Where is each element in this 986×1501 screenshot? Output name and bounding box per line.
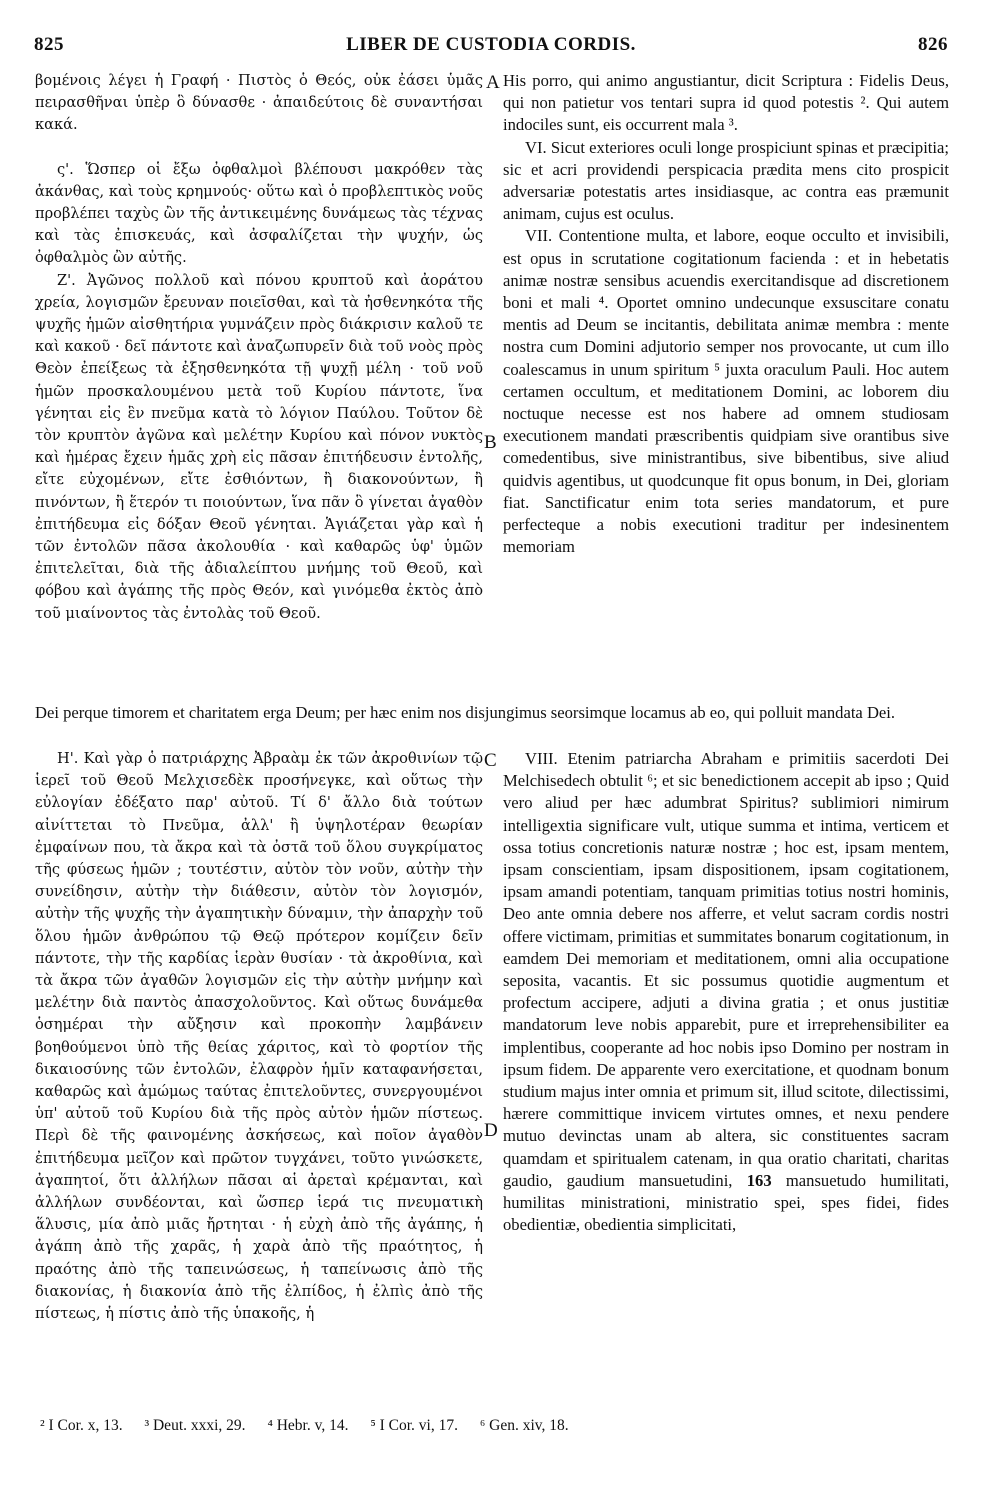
footnote: ⁴ Hebr. v, 14. <box>267 1417 349 1434</box>
greek-paragraph: Η'. Καὶ γὰρ ὁ πατριάρχης Ἀβραὰμ ἐκ τῶν ἀκροθινίων τῷ ἱερεῖ τοῦ Θεοῦ Μελχισεδὲκ προσήνεγκε, καὶ οὕτως τὴν εὐλογίαν ἐδέξατο παρ' αὐτοῦ. Τί δ' ἄλλο διὰ τούτων αἰνίττεται τὸ Πνεῦμα, ἀλλ' ἢ ὑψηλοτέραν θεωρίαν ἐμφαίνων που, τὰ ἄκρα καὶ τὰ ὀστᾶ τοῦ ὅλου συγκρίματος τῆς φύσεως ἡμῶν ; τουτέστιν, αὐτὸν τὸν νοῦν, αὐτὴν τὴν συνείδησιν, αὐτὴν τὴν διάθεσιν, αὐτὸν τὸν λογισμόν, αὐτὴν τῆς ψυχῆς τὴν ἀγαπητικὴν δύναμιν, τὴν ἀπαρχὴν τοῦ ὅλου ἡμῶν ἀνθρώπου τῷ Θεῷ πρότερον κομίζειν δεῖν πάντοτε, τὴν τῆς καρδίας ἱερὰν θυσίαν · τὰ ἀκροθίνια, καὶ τὰ ἄκρα τῶν ἀγαθῶν λογισμῶν εἰς τὴν αὐτὴν μνήμην καὶ μελέτην διὰ παντὸς ἀπασχολοῦντος. Καὶ οὕτως δυνάμεθα ὁσημέραι τὴν αὔξησιν καὶ προκοπὴν λαμβάνειν βοηθούμενοι ὑπὸ τῆς θείας χάριτος, καὶ τὸ φορτίον τῆς δικαιοσύνης τῶν ἐντολῶν, ἐλαφρὸν ἡμῖν καταφανήσεται, καθαρῶς καὶ ἀμώμως ταύτας ἐπιτελοῦντες, συνεργουμένοι ὑπ' αὐτοῦ τοῦ Κυρίου διὰ τῆς πρὸς αὐτὸν ἡμῶν πίστεως. Περὶ δὲ τῆς φαινομένης ἀσκήσεως, καὶ ποῖον ἀγαθὸν ἐπιτήδευμα μεῖζον καὶ πρῶτον τυγχάνει, τοῦτο γινώσκετε, ἀγαπητοί, ὅτι ἀλλήλων πᾶσαι αἱ ἀρεταὶ κρέμανται, καὶ ἀλλήλων συνδέονται, καὶ ὥσπερ ἱερά τις πνευματικὴ ἅλυσις, μία ἀπὸ μιᾶς ἤρτηται · ἡ εὐχὴ ἀπὸ τῆς ἀγάπης, ἡ ἀγάπη ἀπὸ τῆς χαρᾶς, ἡ χαρὰ ἀπὸ τῆς πραότητος, ἡ πραότης ἀπὸ τῆς ταπεινώσεως, ἡ ταπείνωσις ἀπὸ τῆς διακονίας, ἡ διακονία ἀπὸ τῆς ἐλπίδος, ἡ ἐλπὶς ἀπὸ τῆς πίστεως, ἡ πίστις ἀπὸ τῆς ὑπακοῆς, ἡ <box>35 750 483 1323</box>
footnote: ⁶ Gen. xiv, 18. <box>479 1417 569 1434</box>
running-header <box>34 34 948 58</box>
greek-column-1 <box>35 70 483 625</box>
latin-text-tail: mansuetudo humilitati, humilitas ministrationi, ministratio spei, spes fidei, fides obedientiæ, obedientia simplicitati, <box>503 1170 949 1235</box>
latin-paragraph <box>503 748 949 1236</box>
page-number-left: 825 <box>34 34 64 55</box>
latin-text: VIII. Etenim patriarcha Abraham e primitiis sacerdoti Dei Melchisedech obtulit ⁶; et sic benedictionem accepit ab ipso ; Quid vero aliud per hæc adumbrat Spiritus? sublimiori nimirum intelligextia significare vult, utique summa et intima, verticem et ossa totius concretionis naturæ nostræ ; hoc est, ipsam mentem, ipsam conscientiam, ipsam dispositionem, ipsam cogitationem, ipsam amandi potentiam, tanquam primitias totius nostri hominis, Deo ante omnia debere nos afferre, et velut sacram cordis nostri offere victimam, primitias et summitates bonarum cogitationum, in eamdem Dei memoriam et meditationem, omni alia occupatione seposita, vacantis. Et sic possumus quotidie augmentum et profectum accipere, adjuti a divina gratia ; et onus justitiæ mandatorum leve nobis apparebit, pure et irreprehensibiliter ea implentibus, cooperante ad hoc nobis ipso Domino per nostram in ipsum fidem. De apparente vero exercitatione, et quodnam bonum studium majus inter omnia et primum sit, illud scitote, dilectissimi, hærere committique invicem virtutes omnes, et nexu pendere mutuo devinctas unam ab altera, sic constituentes sacram quamdam et spiritualem catenam, in qua oratio charitati, charitas gaudio, gaudium mansuetudini, <box>503 749 949 1190</box>
greek-paragraph: ς'. Ὥσπερ οἱ ἔξω ὀφθαλμοὶ βλέπουσι μακρόθεν τὰς ἀκάνθας, καὶ τοὺς κρημνούς· οὕτω καὶ ὁ προβλεπτικὸς νοῦς προβλέπει ταχὺς ὢν τῆς ἀντικειμένης δυνάμεως τὰς τέχνας καὶ τὰς ἐπισκευάς, καὶ ἀσφαλίζεται τὴν ψυχήν, ὡς ὀφθαλμὸς ὢν αὐτῆς. <box>35 160 483 267</box>
footnote: ² I Cor. x, 13. <box>40 1417 123 1434</box>
greek-paragraph: βομένοις λέγει ἡ Γραφή · Πιστὸς ὁ Θεός, οὐκ ἐάσει ὑμᾶς πειρασθῆναι ὑπὲρ ὃ δύνασθε · ἀπαιδεύτοις δὲ συναντήσαι κακά. <box>35 72 483 134</box>
footnote: ⁵ I Cor. vi, 17. <box>370 1417 458 1434</box>
latin-paragraph: His porro, qui animo angustiantur, dicit Scriptura : Fidelis Deus, qui non patietur vos tentari supra id quod potestis ². Qui autem indociles sunt, eis occurrent mala ³. <box>503 71 949 135</box>
latin-paragraph: VII. Contentione multa, et labore, eoque occulto et invisibili, est opus in scrutatione cogitationum facienda : et in hebetatis animæ nostræ sensibus acuendis exercitandisque ad discretionem boni et mali ⁴. Oportet omnino undecunque exsuscitare conatu mentis ad Deum se incitantis, debilitata animæ membra : mente nostra cum Domini adjutorio semper nos provocante, ut cum illo coalescamus in unum spiritum ⁵ juxta oraculum Pauli. Hoc autem certamen occultum, et meditationem Domini, ac loborem diu noctuque necesse est nos habere ad omnem studiosam executionem mandati præscribentis quidpiam sive orantibus sive comedentibus, sive ministrantibus, sive bibentibus, sive aliud quidvis agentibus, ut quodcunque fit opus bonum, in Dei, gloriam fiat. Sanctificatur enim tota series mandatorum, et pure perfecteque a nobis executioni traditur per indesinentem memoriam <box>503 226 949 557</box>
latin-column-2 <box>503 748 949 1236</box>
margin-marker-b: B <box>484 432 497 453</box>
footnotes <box>40 1417 940 1435</box>
greek-column-2 <box>35 748 483 1325</box>
page-number-right: 826 <box>918 34 948 55</box>
greek-paragraph: Ζ'. Ἀγῶνος πολλοῦ καὶ πόνου κρυπτοῦ καὶ ἀοράτου χρεία, λογισμῶν ἔρευναν ποιεῖσθαι, καὶ τὰ ἠσθενηκότα τῆς ψυχῆς ἡμῶν αἰσθητήρια γυμνάζειν πρὸς διάκρισιν καλοῦ τε καὶ κακοῦ · δεῖ πάντοτε καὶ ἀναζωπυρεῖν διὰ τοῦ νοὸς πρὸς Θεὸν ἐπείξεως τὰ ἐξησθενηκότα τῇ ψυχῇ μέλη · τοῦ νοῦ ἡμῶν προσκαλουμένου μετὰ τοῦ Κυρίου πάντοτε, ἵνα γένηται εἰς ἓν πνεῦμα κατὰ τὸ λόγιον Παύλου. Τοῦτον δὲ τὸν κρυπτὸν ἀγῶνα καὶ μελέτην Κυρίου καὶ πόνον νυκτὸς καὶ ἡμέρας ἔχειν ἡμᾶς χρὴ εἰς πᾶσαν ἐπιτήδευσιν ἐντολῆς, εἴτε εὐχομένων, εἴτε ἐσθιόντων, ἢ διακονούντων, ἢ πινόντων, ἢ ἕτερόν τι ποιούντων, ἵνα πᾶν ὃ γίνεται ἀγαθὸν ἐπιτήδευμα εἰς δόξαν Θεοῦ γένηται. Ἁγιάζεται γὰρ καὶ ἡ τῶν ἐντολῶν πᾶσα ἀκολουθία · καὶ καθαρῶς ὑφ' ὑμῶν ἐπιτελεῖται, διὰ τῆς ἀδιαλείπτου μνήμης τοῦ Θεοῦ, καὶ φόβου καὶ ἀγάπης τῆς πρὸς Θεόν, καὶ γινόμεθα ἐκτὸς ἀπὸ τοῦ μιαίνοντος τὰς ἐντολὰς τοῦ Θεοῦ. <box>35 271 483 622</box>
full-width-line: Dei perque timorem et charitatem erga Deum; per hæc enim nos disjungimus seorsimque locamus ab eo, qui polluit mandata Dei. <box>35 703 896 722</box>
margin-marker-a: A <box>486 72 500 93</box>
running-title: LIBER DE CUSTODIA CORDIS. <box>346 34 636 55</box>
latin-column-1 <box>503 70 949 558</box>
margin-marker-d: D <box>484 1120 498 1141</box>
column-number: 163 <box>746 1170 772 1190</box>
margin-marker-c: C <box>484 750 497 771</box>
footnote: ³ Deut. xxxi, 29. <box>144 1417 246 1434</box>
latin-paragraph: VI. Sicut exteriores oculi longe prospiciunt spinas et præcipitia; sic et acri providendi perspicacia prædita mens cito prospicit adversariæ potestatis artes insidiasque, ac contra eas præmunit animam, cujus est oculus. <box>503 137 949 224</box>
